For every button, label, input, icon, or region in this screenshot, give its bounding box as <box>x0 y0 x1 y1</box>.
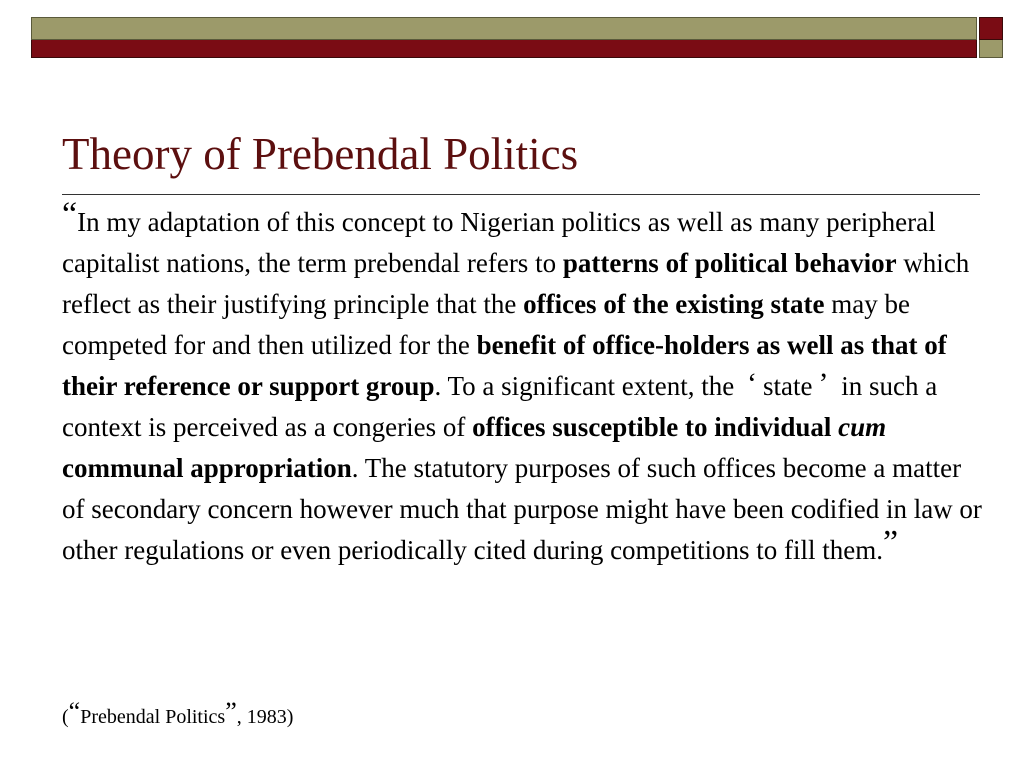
citation-open-paren: ( <box>62 706 69 728</box>
quote-bold-3: benefit of office-holders as well as that of their reference or support group <box>62 330 947 401</box>
quote-text-1: In my adaptation of this concept to Nigerian politics as well as many peripheral capitalist nations, the term prebendal refers to <box>62 207 936 278</box>
header-band-olive <box>31 17 977 40</box>
quote-bold-1: patterns of political behavior <box>562 248 897 278</box>
header-band-maroon <box>31 40 977 58</box>
title-divider <box>62 194 980 195</box>
state-open-mark: ‘ <box>747 367 758 400</box>
citation-open-mark: “ <box>68 697 81 726</box>
quote-bold-2: offices of the existing state <box>523 289 825 319</box>
citation-source: Prebendal Politics <box>80 706 226 728</box>
slide-title: Theory of Prebendal Politics <box>62 129 579 179</box>
quote-bold-4a: offices susceptible to individual <box>472 412 839 442</box>
quote-bold-italic-cum: cum <box>838 412 887 442</box>
quote-text-3: may be competed for and then utilized for the <box>62 289 911 360</box>
state-word: state <box>763 371 813 401</box>
corner-square-olive <box>979 40 1003 58</box>
quote-paragraph <box>62 196 982 571</box>
state-close-mark: ’ <box>818 367 829 400</box>
quote-close-mark: ” <box>883 524 899 561</box>
corner-square-maroon <box>979 17 1003 40</box>
quote-text-2: which reflect as their justifying principle that the <box>62 248 970 319</box>
quote-text-4: . To a significant extent, the <box>434 371 735 401</box>
quote-open-mark: “ <box>62 196 78 233</box>
citation <box>62 697 294 730</box>
quote-text-5: in such a context is perceived as a congeries of <box>62 371 938 442</box>
citation-year: , 1983) <box>236 706 294 728</box>
quote-bold-4b: communal appropriation <box>62 453 352 483</box>
citation-close-mark: ” <box>225 697 237 726</box>
quote-text-6: . The statutory purposes of such offices become a matter of secondary concern however much that purpose might have been codified in law or other regulations or even periodically cited during competitions to fill them. <box>62 453 982 565</box>
